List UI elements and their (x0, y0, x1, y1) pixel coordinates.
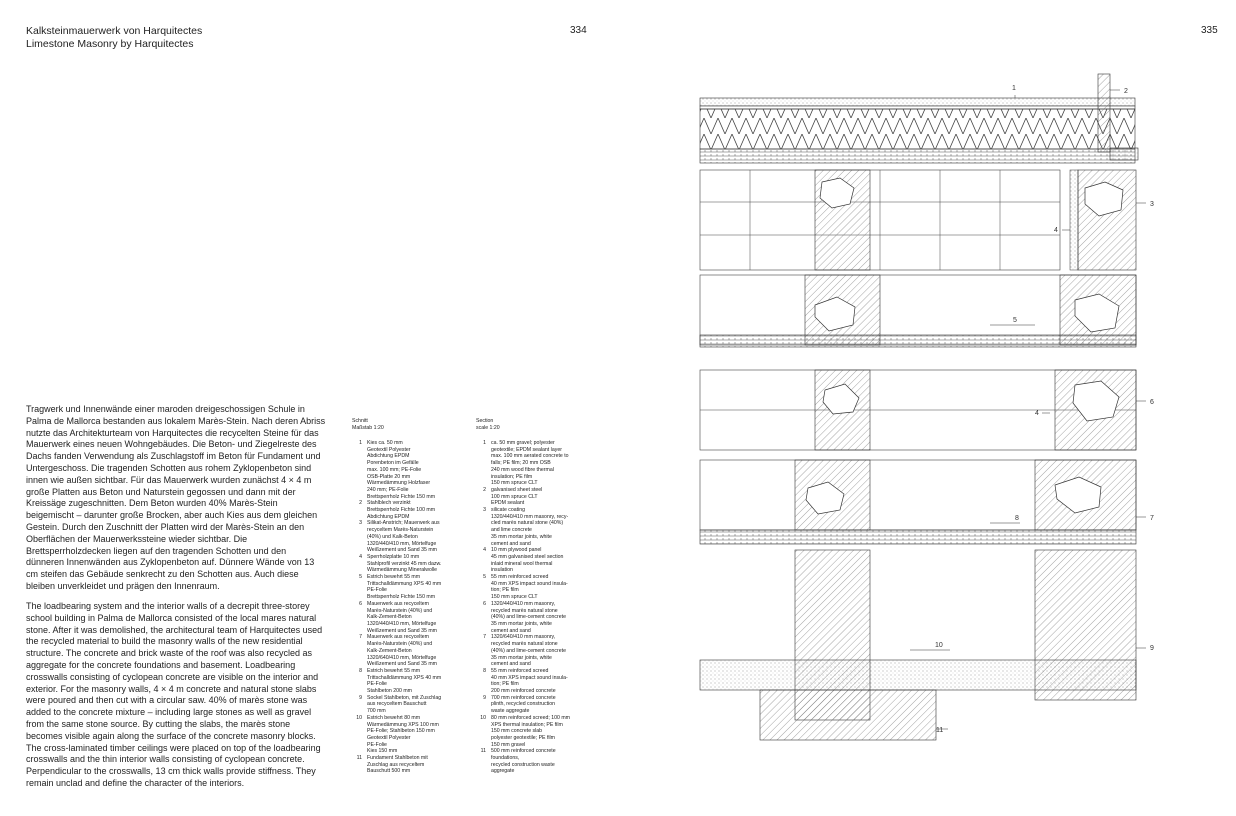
callout-1: 1 (1012, 85, 1016, 92)
legend-item-number: 8 (359, 667, 362, 674)
legend-item-text: Estrich bewehrt 55 mm Trittschalldämmung XPS 40 mm PE-Folie Stahlbeton 200 mm (367, 667, 442, 695)
legend-item-number: 1 (359, 440, 362, 446)
legend-item-number: 2 (359, 500, 362, 507)
legend-item (476, 507, 598, 547)
legend-item-text: Silikat-Anstrich; Mauerwerk aus recyceltem Marès-Naturstein (40%) und Kalk-Beton 1320/440/410 mm, Mörtelfuge Weißzement und Sand 35 mm (367, 520, 440, 554)
legend-item (476, 715, 598, 749)
legend-list (352, 440, 474, 775)
legend-item-text: Stahlblech verzinkt Brettsperrholz Fichte 100 mm Abdichtung EPDM (367, 500, 436, 520)
title-english: Limestone Masonry by Harquitectes (26, 38, 194, 50)
legend-item (352, 554, 474, 574)
callout-7: 7 (1150, 515, 1154, 522)
legend-item-text: Mauerwerk aus recyceltem Marès-Naturstein (40%) und Kalk-Zement-Beton 1320/640/410 mm, Mörtelfuge Weißzement und Sand 35 mm (367, 634, 437, 668)
legend-item (352, 755, 474, 775)
callout-4-upper: 4 (1054, 227, 1058, 234)
legend-item-text: Mauerwerk aus recyceltem Marès-Naturstein (40%) und Kalk-Zement-Beton 1320/440/410 mm, Mörtelfuge Weißzement und Sand 35 mm (367, 600, 437, 634)
callout-11: 11 (936, 727, 944, 734)
callout-4-lower: 4 (1035, 410, 1039, 417)
legend-item (352, 695, 474, 715)
legend-item-number: 5 (359, 574, 362, 581)
legend-item-text: Estrich bewehrt 55 mm Trittschalldämmung XPS 40 mm PE-Folie Brettsperrholz Fichte 150 mm (367, 574, 442, 601)
legend-item-number: 1 (483, 440, 486, 446)
legend-item-number: 6 (483, 600, 486, 607)
legend-item-number: 7 (359, 634, 362, 641)
callout-2: 2 (1124, 88, 1128, 95)
legend-item-text: 10 mm plywood panel 45 mm galvanised steel section inlaid mineral wool thermal insulation (491, 547, 564, 574)
legend-item-text: silicate coating 1320/440/410 mm masonry, recy- cled marès natural stone (40%) and lime concrete 35 mm mortar joints, white cement and sand (491, 507, 569, 547)
legend-item-number: 11 (480, 748, 486, 755)
legend-german (352, 418, 474, 775)
legend-item (476, 547, 598, 574)
legend-item (476, 440, 598, 487)
legend-item-number: 7 (483, 634, 486, 641)
callout-3: 3 (1150, 201, 1154, 208)
legend-item-number: 10 (356, 714, 362, 721)
legend-item (352, 574, 474, 601)
legend-item-text: galvanised sheet steel 100 mm spruce CLT EPDM sealant (491, 486, 543, 507)
masonry-walls (700, 170, 1136, 740)
callout-5: 5 (1013, 317, 1017, 324)
legend-item-number: 3 (483, 507, 486, 514)
legend-item-text: ca. 50 mm gravel; polyester geotextile; EPDM sealant layer max. 100 mm aerated concrete to falls; PE film; 20 mm OSB 240 mm wood fibre thermal insulation; PE film 150 mm spruce CLT (491, 440, 569, 487)
legend-heading: Schnitt Maßstab 1:20 (352, 418, 384, 431)
legend-item-number: 3 (359, 520, 362, 527)
legend-item (476, 634, 598, 668)
legend-heading: Section scale 1:20 (476, 418, 500, 431)
callout-8: 8 (1015, 515, 1019, 522)
legend-item (352, 440, 474, 500)
section-drawing (690, 70, 1190, 750)
page-number-left: 334 (570, 25, 587, 36)
legend-item-text: Sperrholzplatte 10 mm Stahlprofil verzinkt 45 mm dazw. Wärmedämmung Mineralwolle (367, 553, 442, 574)
legend-item (476, 748, 598, 775)
legend-item-text: 1320/640/410 mm masonry, recycled marès natural stone (40%) and lime-cement concrete 35 mm mortar joints, white cement and sand (491, 634, 566, 668)
page-header (26, 25, 202, 51)
legend-item-number: 11 (356, 755, 362, 762)
legend-item-text: 55 mm reinforced screed 40 mm XPS impact sound insula- tion; PE film 200 mm reinforced concrete (491, 667, 568, 695)
legend-item-text: Sockel Stahlbeton, mit Zuschlag aus recyceltem Bauschutt 700 mm (367, 694, 442, 715)
legend-item-text: 700 mm reinforced concrete plinth, recycled construction waste aggregate (491, 694, 556, 715)
legend-item-number: 4 (359, 553, 362, 560)
legend-item-text: 1320/440/410 mm masonry, recycled marès natural stone (40%) and lime-cement concrete 35 mm mortar joints, white cement and sand (491, 600, 566, 634)
legend-item (352, 668, 474, 695)
title-german: Kalksteinmauerwerk von Harquitectes (26, 25, 203, 37)
roof-build-up (700, 74, 1138, 163)
callout-10: 10 (935, 642, 943, 649)
legend-item (352, 520, 474, 554)
legend-item-number: 2 (483, 486, 486, 493)
callout-6: 6 (1150, 399, 1154, 406)
legend-item-text: 55 mm reinforced screed 40 mm XPS impact sound insula- tion; PE film 150 mm spruce CLT (491, 574, 568, 601)
body-text-english: The loadbearing system and the interior walls of a decrepit three-storey school building in Palma de Mallorca consisted of the local mares natural stone. After it was demolished, the architectural team of Harquitectes used the recycled material to build the masonry walls of the new residential structure. The concrete and brick waste of the roof was also recycled as aggregate for the concrete foundations and basement. Loadbearing crosswalls consisting of cyclopean concrete are visible on the interior and exterior. For the masonry walls, 4 × 4 m concrete and natural stone slabs were poured and then cut with a circular saw. 40% of marès stone was added to the concrete mixture – including large stones as well as gravel from the same stone source. By cutting the slabs, the marès stone becomes visible again along the surface of the concrete masonry blocks. The cross-laminated timber ceilings were placed on top of the loadbearing crosswalls and the thin interior walls consisting of cyclopean concrete. Perpendicular to the crosswalls, 13 cm thick walls provide stiffness. They remain unclad and define the character of the interiors. (26, 601, 323, 788)
legend-item (352, 634, 474, 668)
legend-item (352, 601, 474, 635)
legend-item-text: 80 mm reinforced screed; 100 mm XPS thermal insulation; PE film 150 mm concrete slab polyester geotextile; PE film 150 mm gravel (491, 714, 570, 748)
legend-item-number: 5 (483, 574, 486, 581)
legend-item-text: Kies ca. 50 mm Geotextil Polyester Abdichtung EPDM Porenbeton im Gefälle max. 100 mm; PE-Folie OSB-Platte 20 mm Wärmedämmung Holzfaser 240 mm; PE-Folie Brettsperrholz Fichte 150 mm (367, 440, 436, 500)
legend-item-number: 9 (483, 694, 486, 701)
legend-item (476, 487, 598, 507)
legend-item (352, 715, 474, 755)
legend-item (476, 574, 598, 601)
legend-item (476, 695, 598, 715)
legend-item-number: 9 (359, 694, 362, 701)
page-number-right: 335 (1201, 25, 1218, 36)
legend-item (476, 601, 598, 635)
callout-9: 9 (1150, 645, 1154, 652)
legend-item (352, 500, 474, 520)
legend-english (476, 418, 598, 775)
legend-item-number: 8 (483, 667, 486, 674)
body-text-german: Tragwerk und Innenwände einer maroden dreigeschossigen Schule in Palma de Mallorca bestanden aus lokalem Marès-Stein. Nach deren Abriss nutzte das Architekturteam von Harquitectes die recycelten Steine für das Mauerwerk eines neuen Wohngebäudes. Die Beton- und Ziegelreste des Dachs fanden Verwendung als Zuschlagstoff im Beton für Fundament und Untergeschoss. Die tragenden Schotten aus rohem Zyklopenbeton sind innen wie außen sichtbar. Für das Mauerwerk wurden zunächst 4 × 4 m große Platten aus Beton und Naturstein gegossen und dann mit der Kreissäge zugeschnitten. Dem Beton wurden 40% Marès-Stein beigemischt – darunter große Brocken, aber auch Kies aus dem gleichen Gestein. Durch den Zuschnitt der Platten wird der Marès-Stein an den Oberflächen der Mauerwerkssteine wieder sichtbar. Die Brettsperrholzdecken liegen auf den tragenden Schotten und den dünneren Innenwänden aus Zyklopenbeton auf. Dünnere Wände von 13 cm steifen das Gebäude senkrecht zu den Schotten aus. Auch diese bleiben unverkleidet und prägen den Innenraum. (26, 404, 326, 591)
legend-item-text: Estrich bewehrt 80 mm Wärmedämmung XPS 100 mm PE-Folie; Stahlbeton 150 mm Geotextil Polyester PE-Folie Kies 150 mm (367, 714, 439, 755)
legend-item-number: 10 (480, 714, 486, 721)
legend-item-number: 4 (483, 547, 486, 554)
legend-item-text: Fundament Stahlbeton mit Zuschlag aus recyceltem Bauschutt 500 mm (367, 755, 428, 775)
legend-item-text: 500 mm reinforced concrete foundations, recycled construction waste aggregate (491, 748, 556, 775)
legend-list (476, 440, 598, 775)
legend-item (476, 668, 598, 695)
legend-item-number: 6 (359, 600, 362, 607)
